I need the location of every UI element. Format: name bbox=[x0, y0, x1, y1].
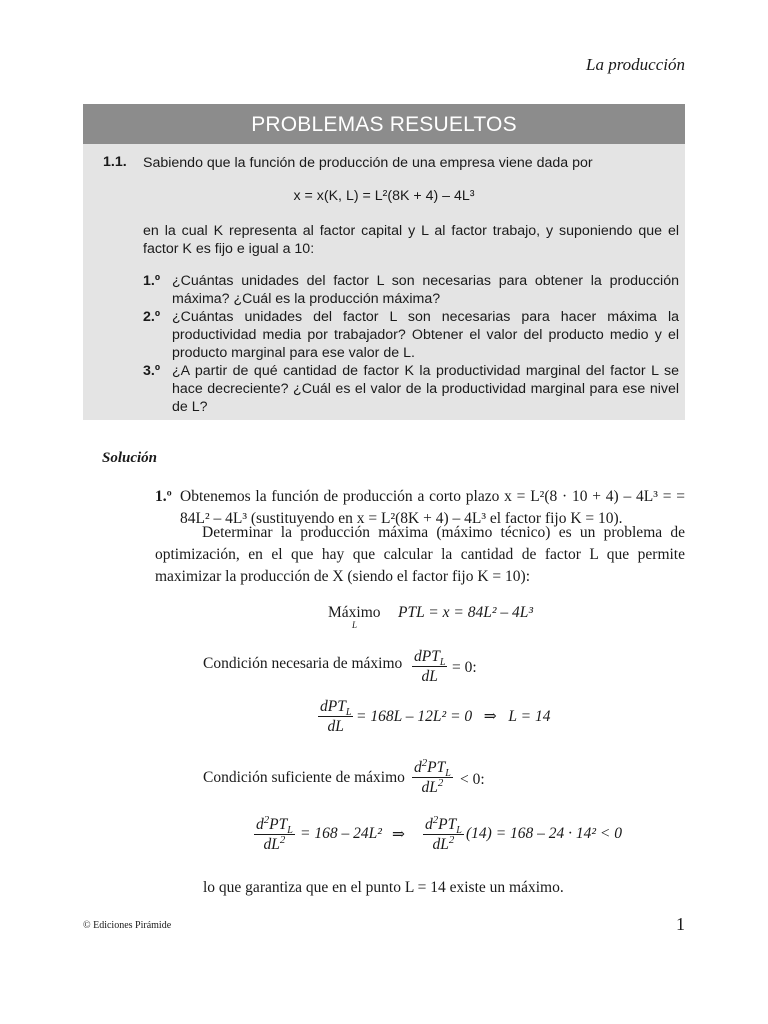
question-3 bbox=[143, 362, 679, 416]
fraction-d2PT-dL2-3: $\frac{d^2PT_L}{dL^2}$ bbox=[425, 813, 462, 853]
step-number: 1.º bbox=[155, 488, 172, 505]
fraction-d2PT-dL2-2: $\frac{d^2PT_L}{dL^2}$ bbox=[256, 813, 293, 853]
banner-title: PROBLEMAS RESUELTOS bbox=[83, 104, 685, 144]
question-text: ¿Cuántas unidades del factor L son necesarias para obtener la producción máxima? ¿Cuál es la producción máxima? bbox=[172, 273, 679, 307]
condicion-suficiente: Condición suficiente de máximo bbox=[203, 769, 405, 786]
page-number: 1 bbox=[676, 914, 685, 934]
question-text: ¿Cuántas unidades del factor L son necesarias para hacer máxima la productividad media por trabajador? Obtener el valor del producto medio y el producto marginal para ese valor de L. bbox=[172, 309, 679, 361]
question-number: 3.º bbox=[143, 363, 161, 379]
problem-number: 1.1. bbox=[103, 154, 127, 170]
explanation-paragraph: Determinar la producción máxima (máximo técnico) es un problema de optimización, en el que hay que calcular la cantidad de factor L que permite maximizar la producción de X (siendo el factor fijo K = 10): bbox=[155, 524, 685, 585]
condicion-suficiente-tail: < 0: bbox=[460, 771, 485, 788]
copyright: © Ediciones Pirámide bbox=[83, 920, 172, 931]
fraction-d2PT-dL2: $\frac{d^2PT_L}{dL^2}$ bbox=[414, 756, 451, 796]
condicion-necesaria: Condición necesaria de máximo bbox=[203, 655, 403, 672]
conclusion-text: lo que garantiza que en el punto L = 14 existe un máximo. bbox=[203, 879, 564, 896]
second-derivative-evaluated: (14) = 168 – 24 · 14² < 0 bbox=[466, 825, 623, 842]
maximo-expression: PTL = x = 84L² – 4L³ bbox=[398, 604, 534, 621]
problem-intro: Sabiendo que la función de producción de una empresa viene dada por bbox=[143, 155, 593, 171]
second-derivative-expr: = 168 – 24L² bbox=[300, 825, 382, 842]
maximo-subscript: L bbox=[352, 620, 358, 630]
question-number: 2.º bbox=[143, 309, 161, 325]
solution-title: Solución bbox=[102, 450, 158, 466]
production-function: x = x(K, L) = L²(8K + 4) – 4L³ bbox=[293, 188, 475, 204]
first-derivative-result: = 168L – 12L² = 0 ⇒ L = 14 bbox=[356, 708, 551, 725]
question-1 bbox=[143, 272, 679, 308]
implies-arrow: ⇒ bbox=[392, 826, 405, 843]
step-text: Obtenemos la función de producción a corto plazo x = L²(8 · 10 + 4) – 4L³ = = 84L² – 4L³ (sustituyendo en x = L²(8K + 4) – 4L³ el factor fijo K = 10). bbox=[180, 488, 685, 527]
question-2 bbox=[143, 308, 679, 362]
fraction-dPT-dL-2: $\frac{dPT_L}{dL}$ bbox=[320, 698, 352, 735]
condicion-necesaria-tail: = 0: bbox=[452, 659, 477, 676]
maximo-label: Máximo bbox=[328, 604, 381, 621]
problem-description: en la cual K representa al factor capital y L al factor trabajo, y suponiendo que el factor K es fijo e igual a 10: bbox=[143, 223, 679, 257]
fraction-dPT-dL: $\frac{dPT_L}{dL}$ bbox=[414, 648, 446, 685]
running-header: La producción bbox=[585, 55, 685, 74]
question-text: ¿A partir de qué cantidad de factor K la productividad marginal del factor L se hace decreciente? ¿Cuál es el valor de la productividad marginal para ese nivel de L? bbox=[172, 363, 679, 415]
question-number: 1.º bbox=[143, 273, 161, 289]
